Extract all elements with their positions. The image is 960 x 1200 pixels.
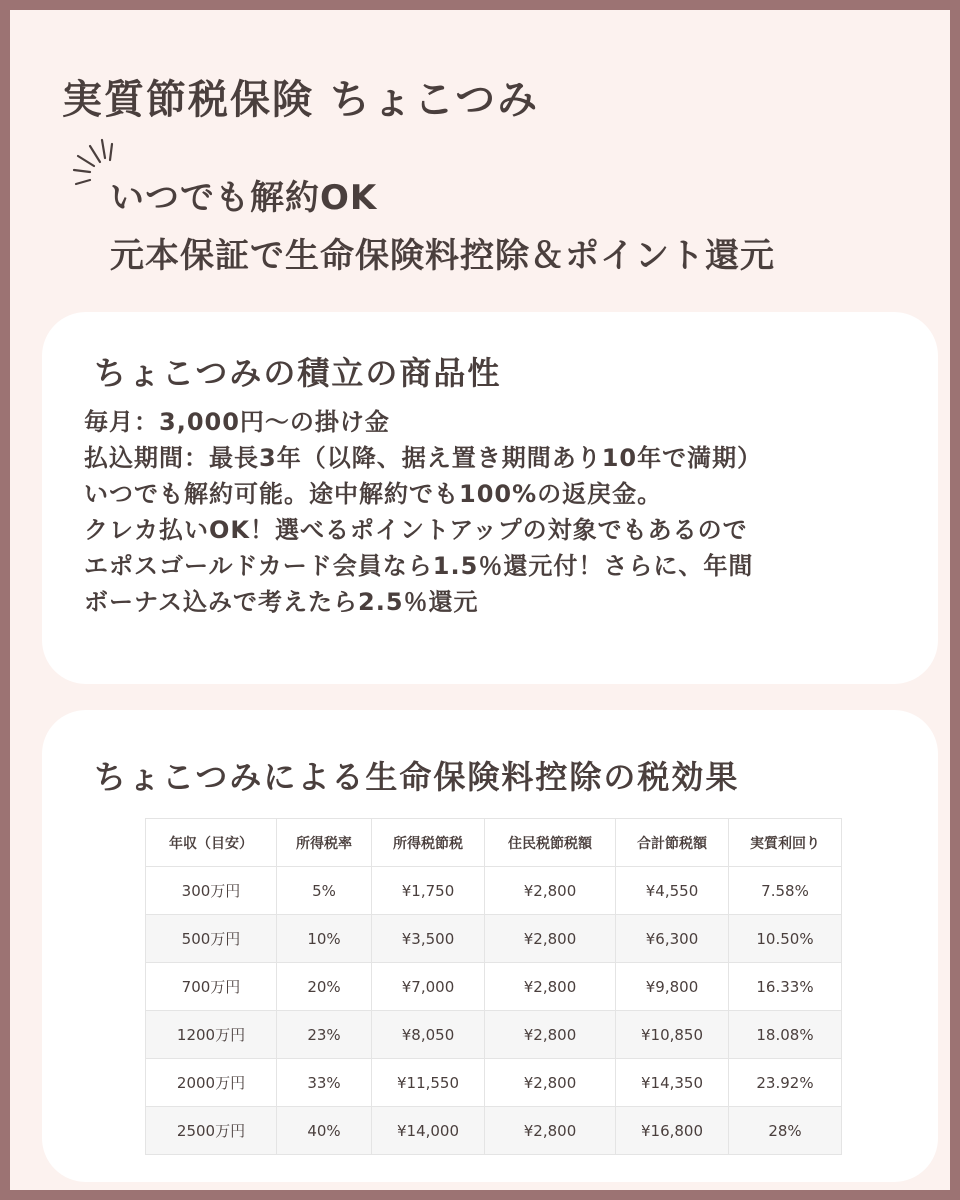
table-cell: 300万円	[146, 867, 277, 915]
table-cell: ¥14,000	[372, 1107, 485, 1155]
table-cell: ¥14,350	[616, 1059, 729, 1107]
table-cell: 7.58%	[729, 867, 842, 915]
table-cell: 500万円	[146, 915, 277, 963]
tax-effect-title: ちょこつみによる生命保険料控除の税効果	[94, 758, 740, 796]
feature-line: エポスゴールドカード会員なら1.5％還元付！さらに、年間	[84, 552, 754, 580]
table-cell: ¥8,050	[372, 1011, 485, 1059]
table-row	[146, 1107, 842, 1155]
table-cell: 33%	[277, 1059, 372, 1107]
subtitle-line-1: いつでも解約OK	[110, 178, 378, 218]
table-cell: ¥9,800	[616, 963, 729, 1011]
table-cell: ¥16,800	[616, 1107, 729, 1155]
table-cell: 18.08%	[729, 1011, 842, 1059]
product-features-card	[42, 312, 938, 684]
table-cell: 20%	[277, 963, 372, 1011]
table-cell: ¥1,750	[372, 867, 485, 915]
table-cell: 10.50%	[729, 915, 842, 963]
table-cell: 16.33%	[729, 963, 842, 1011]
column-header: 年収（目安）	[146, 819, 277, 867]
page-frame	[10, 10, 950, 1190]
column-header: 実質利回り	[729, 819, 842, 867]
tax-effect-card	[42, 710, 938, 1182]
product-features-list	[84, 404, 762, 620]
table-cell: ¥2,800	[485, 963, 616, 1011]
feature-line: いつでも解約可能。途中解約でも100%の返戻金。	[84, 480, 663, 508]
table-cell: ¥11,550	[372, 1059, 485, 1107]
table-cell: ¥2,800	[485, 1059, 616, 1107]
feature-line: 毎月：3,000円～の掛け金	[84, 408, 390, 436]
table-cell: 700万円	[146, 963, 277, 1011]
table-cell: 23%	[277, 1011, 372, 1059]
table-cell: ¥6,300	[616, 915, 729, 963]
table-cell: ¥2,800	[485, 915, 616, 963]
feature-line: 払込期間：最長3年（以降、据え置き期間あり10年で満期）	[84, 444, 763, 472]
table-row	[146, 1011, 842, 1059]
table-row	[146, 867, 842, 915]
table-row	[146, 915, 842, 963]
page-title: 実質節税保険 ちょこつみ	[62, 77, 540, 123]
table-cell: 10%	[277, 915, 372, 963]
table-cell: 40%	[277, 1107, 372, 1155]
table-cell: 23.92%	[729, 1059, 842, 1107]
tax-effect-table	[145, 818, 842, 1155]
table-cell: 28%	[729, 1107, 842, 1155]
subtitle-line-2: 元本保証で生命保険料控除＆ポイント還元	[110, 236, 775, 276]
table-cell: ¥3,500	[372, 915, 485, 963]
table-cell: ¥10,850	[616, 1011, 729, 1059]
table-cell: 2000万円	[146, 1059, 277, 1107]
table-cell: ¥2,800	[485, 1107, 616, 1155]
column-header: 所得税率	[277, 819, 372, 867]
table-cell: ¥2,800	[485, 1011, 616, 1059]
table-row	[146, 1059, 842, 1107]
feature-line: クレカ払いOK！選べるポイントアップの対象でもあるので	[84, 516, 748, 544]
column-header: 住民税節税額	[485, 819, 616, 867]
table-cell: ¥7,000	[372, 963, 485, 1011]
feature-line: ボーナス込みで考えたら2.5％還元	[84, 588, 479, 616]
table-cell: 5%	[277, 867, 372, 915]
table-cell: 2500万円	[146, 1107, 277, 1155]
table-cell: 1200万円	[146, 1011, 277, 1059]
table-cell: ¥4,550	[616, 867, 729, 915]
table-cell: ¥2,800	[485, 867, 616, 915]
product-features-title: ちょこつみの積立の商品性	[94, 354, 502, 392]
table-header-row	[146, 819, 842, 867]
table-row	[146, 963, 842, 1011]
column-header: 合計節税額	[616, 819, 729, 867]
column-header: 所得税節税	[372, 819, 485, 867]
